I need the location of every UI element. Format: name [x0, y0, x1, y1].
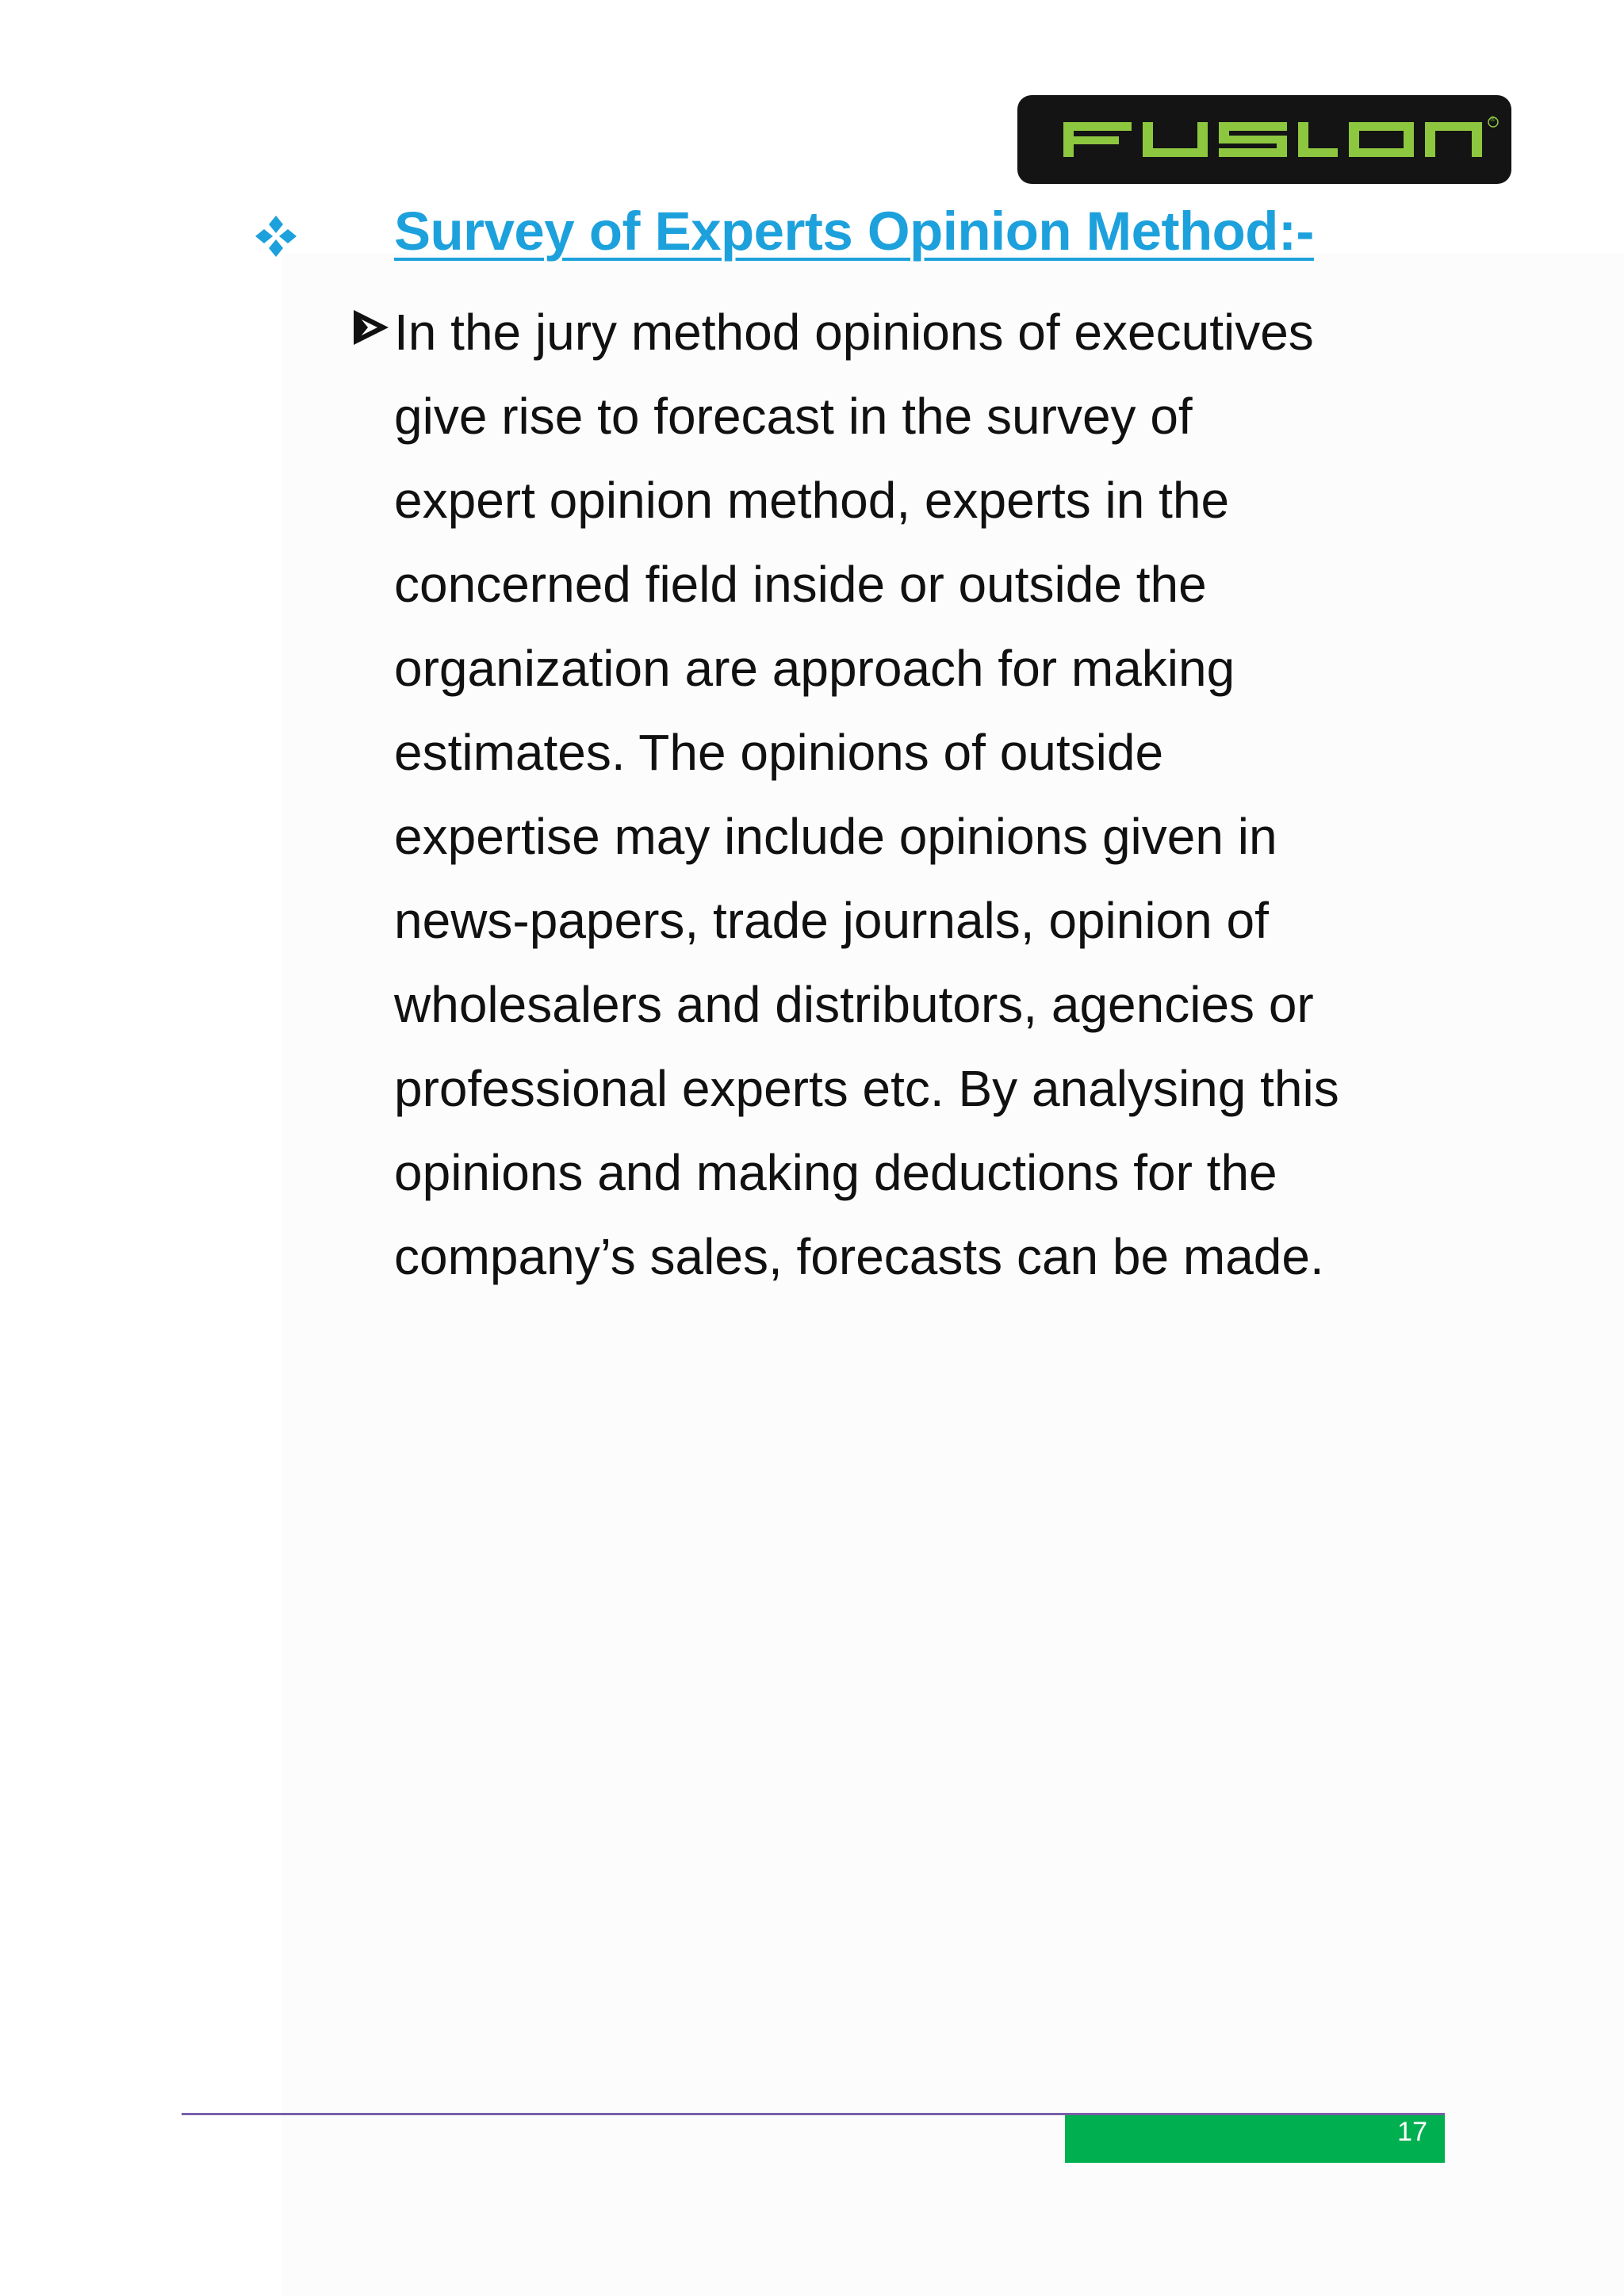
body-line: give rise to forecast in the survey of [394, 388, 1193, 445]
section-heading: Survey of Experts Opinion Method:- [394, 201, 1314, 262]
body-line: opinions and making deductions for the [394, 1144, 1277, 1201]
arrow-bullet-icon [349, 305, 393, 350]
registered-mark: ® [1490, 115, 1496, 123]
body-line: concerned field inside or outside the [394, 556, 1207, 613]
section-body [394, 290, 1465, 1299]
body-line: professional experts etc. By analysing this [394, 1060, 1339, 1117]
page-number: 17 [1397, 2117, 1427, 2147]
body-line: In the jury method opinions of executives [394, 304, 1314, 361]
fusion-logo-mark [1017, 95, 1511, 184]
fusion-logo [1017, 95, 1511, 184]
body-line: wholesalers and distributors, agencies or [394, 976, 1314, 1033]
body-line: news-papers, trade journals, opinion of [394, 892, 1269, 949]
page-number-box [1065, 2115, 1445, 2163]
body-line: expert opinion method, experts in the [394, 472, 1230, 529]
body-line: expertise may include opinions given in [394, 808, 1277, 865]
body-line: company’s sales, forecasts can be made. [394, 1228, 1324, 1285]
body-line: organization are approach for making [394, 640, 1235, 697]
body-line: estimates. The opinions of outside [394, 724, 1164, 781]
four-diamond-bullet-icon [252, 212, 300, 260]
